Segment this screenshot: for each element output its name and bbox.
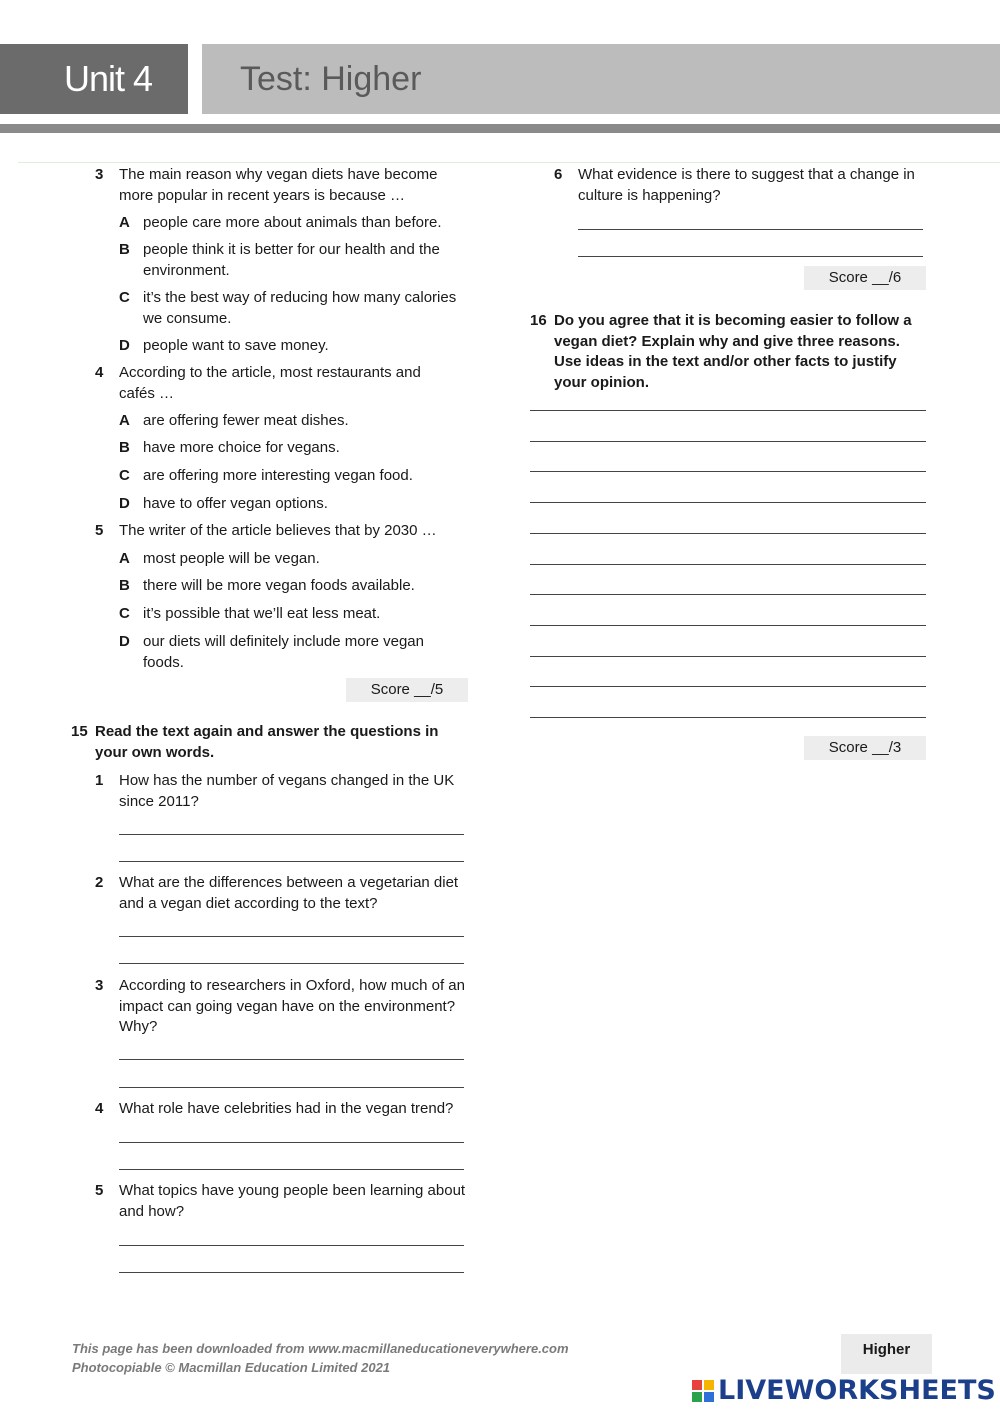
option-text[interactable]: it’s possible that we’ll eat less meat.	[143, 605, 381, 622]
answer-line[interactable]	[530, 594, 926, 595]
option-text[interactable]: there will be more vegan foods available.	[143, 577, 415, 594]
brand-blocks-icon	[692, 1380, 714, 1402]
option-letter: D	[119, 495, 130, 512]
option-letter: C	[119, 467, 130, 484]
answer-line[interactable]	[530, 717, 926, 718]
option-letter: D	[119, 633, 130, 650]
option-text[interactable]: people care more about animals than before.	[143, 214, 442, 231]
header-divider	[0, 124, 1000, 133]
brand-text: LIVEWORKSHEETS	[718, 1375, 996, 1406]
answer-line[interactable]	[530, 625, 926, 626]
question-number: 5	[95, 522, 104, 539]
question-number: 6	[554, 166, 563, 183]
question-number: 3	[95, 166, 104, 183]
answer-line[interactable]	[530, 656, 926, 657]
copyright-notice: Photocopiable © Macmillan Education Limited 2021	[72, 1360, 391, 1375]
question-number: 2	[95, 874, 104, 891]
level-label: Higher	[841, 1334, 932, 1374]
answer-line[interactable]	[530, 564, 926, 565]
answer-line[interactable]	[119, 1169, 464, 1170]
answer-line[interactable]	[119, 1059, 464, 1060]
option-text[interactable]: people think it is better for our health and the environment.	[143, 241, 440, 279]
answer-line[interactable]	[530, 471, 926, 472]
answer-line[interactable]	[119, 1245, 464, 1246]
question-number: 5	[95, 1182, 104, 1199]
answer-line[interactable]	[578, 256, 923, 257]
option-text[interactable]: have more choice for vegans.	[143, 439, 340, 456]
option-letter: C	[119, 605, 130, 622]
option-letter: A	[119, 550, 130, 567]
question-instruction: Read the text again and answer the questions in your own words.	[95, 723, 439, 761]
answer-line[interactable]	[530, 533, 926, 534]
option-text[interactable]: have to offer vegan options.	[143, 495, 328, 512]
question-number: 1	[95, 772, 104, 789]
answer-line[interactable]	[119, 1087, 464, 1088]
question-number: 15	[71, 723, 88, 740]
question-text: The main reason why vegan diets have become more popular in recent years is because …	[119, 166, 438, 204]
option-text[interactable]: it’s the best way of reducing how many calories we consume.	[143, 289, 457, 327]
score-box: Score __/5	[346, 678, 468, 702]
answer-line[interactable]	[530, 410, 926, 411]
answer-line[interactable]	[530, 686, 926, 687]
answer-line[interactable]	[119, 936, 464, 937]
option-letter: D	[119, 337, 130, 354]
answer-line[interactable]	[119, 834, 464, 835]
option-text[interactable]: people want to save money.	[143, 337, 329, 354]
answer-line[interactable]	[578, 229, 923, 230]
answer-line[interactable]	[530, 441, 926, 442]
test-title: Test: Higher	[202, 44, 1000, 114]
question-text: According to the article, most restaurants and cafés …	[119, 364, 421, 402]
answer-line[interactable]	[119, 1272, 464, 1273]
unit-label: Unit 4	[0, 44, 188, 114]
score-box: Score __/6	[804, 266, 926, 290]
thin-divider	[18, 162, 1000, 163]
question-text: What topics have young people been learning about and how?	[119, 1182, 466, 1220]
option-letter: B	[119, 577, 130, 594]
answer-line[interactable]	[119, 963, 464, 964]
question-number: 4	[95, 1100, 104, 1117]
liveworksheets-logo[interactable]	[692, 1374, 996, 1408]
question-text: According to researchers in Oxford, how much of an impact can going vegan have on the environment? Why?	[119, 977, 465, 1035]
answer-line[interactable]	[119, 861, 464, 862]
question-text: What are the differences between a vegetarian diet and a vegan diet according to the text?	[119, 874, 459, 912]
question-text: What role have celebrities had in the vegan trend?	[119, 1100, 454, 1117]
option-letter: A	[119, 214, 130, 231]
option-letter: B	[119, 241, 130, 258]
question-instruction: Do you agree that it is becoming easier to follow a vegan diet? Explain why and give three reasons. Use ideas in the text and/or other facts to justify your opinion.	[554, 312, 912, 391]
option-text[interactable]: our diets will definitely include more vegan foods.	[143, 633, 424, 671]
question-number: 16	[530, 312, 547, 329]
option-letter: C	[119, 289, 130, 306]
question-number: 4	[95, 364, 104, 381]
score-box: Score __/3	[804, 736, 926, 760]
download-notice: This page has been downloaded from www.macmillaneducationeverywhere.com	[72, 1341, 569, 1356]
question-text: The writer of the article believes that by 2030 …	[119, 522, 437, 539]
option-text[interactable]: are offering fewer meat dishes.	[143, 412, 349, 429]
answer-line[interactable]	[119, 1142, 464, 1143]
question-text: How has the number of vegans changed in the UK since 2011?	[119, 772, 455, 810]
option-letter: B	[119, 439, 130, 456]
question-number: 3	[95, 977, 104, 994]
option-text[interactable]: most people will be vegan.	[143, 550, 320, 567]
answer-line[interactable]	[530, 502, 926, 503]
option-letter: A	[119, 412, 130, 429]
question-text: What evidence is there to suggest that a change in culture is happening?	[578, 166, 915, 204]
option-text[interactable]: are offering more interesting vegan food.	[143, 467, 413, 484]
